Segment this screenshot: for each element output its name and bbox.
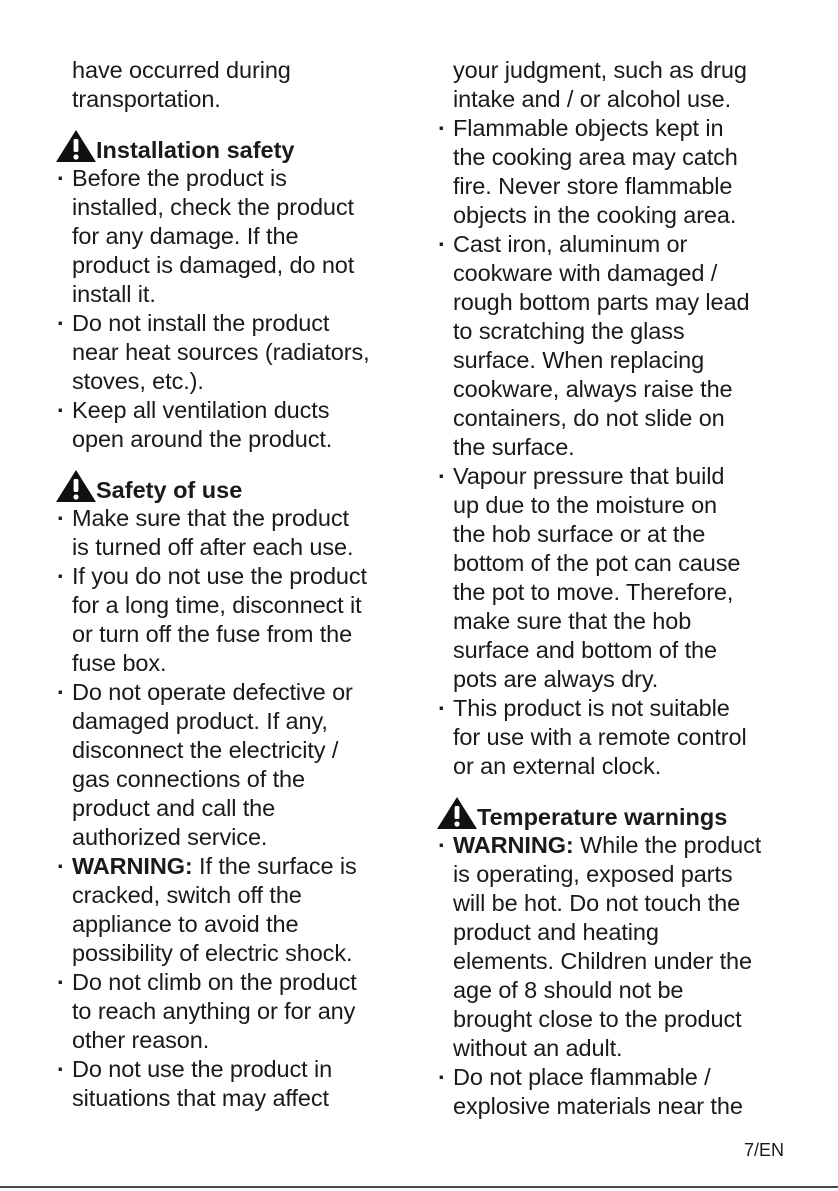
list-item: · Flammable objects kept in the cooking area may catch fire. Never store flammable objects in the cooking area.	[438, 115, 738, 228]
text-line: have occurred during	[72, 57, 291, 83]
right-column	[435, 56, 795, 1121]
list-item: · Do not install the product near heat sources (radiators, stoves, etc.).	[57, 310, 370, 394]
section-heading-safety-of-use	[54, 468, 414, 504]
section-heading-text: Temperature warnings	[477, 804, 728, 830]
continued-paragraph: your judgment, such as drug intake and / or alcohol use.	[453, 57, 747, 112]
bullet: ·	[438, 695, 446, 721]
list-item: · If you do not use the product for a long time, disconnect it or turn off the fuse from the fuse box.	[57, 563, 367, 676]
installation-safety-list	[54, 164, 414, 454]
list-item: · Keep all ventilation ducts open around the product.	[57, 397, 333, 452]
bullet: ·	[438, 115, 446, 141]
list-item: · Do not operate defective or damaged product. If any, disconnect the electricity / gas connections of the product and call the authorized service.	[57, 679, 353, 850]
list-item: · Do not place flammable / explosive materials near the	[438, 1064, 743, 1119]
warning-triangle-icon	[54, 468, 98, 504]
list-item: · Make sure that the product is turned off after each use.	[57, 505, 354, 560]
safety-of-use-list	[54, 504, 414, 1113]
bottom-rule	[0, 1186, 838, 1188]
bullet: ·	[57, 563, 65, 589]
list-item: · Cast iron, aluminum or cookware with damaged / rough bottom parts may lead to scratching the glass surface. When replacing cookware, always raise the containers, do not slide on the surface.	[438, 231, 750, 460]
section-heading-text: Installation safety	[96, 137, 295, 163]
bullet: ·	[57, 679, 65, 705]
list-item: · Do not use the product in situations that may affect	[57, 1056, 333, 1111]
text-line: transportation.	[72, 86, 221, 112]
bullet: ·	[57, 853, 65, 879]
list-item: · Before the product is installed, check the product for any damage. If the product is damaged, do not install it.	[57, 165, 355, 307]
bullet: ·	[438, 231, 446, 257]
list-item: · This product is not suitable for use with a remote control or an external clock.	[438, 695, 747, 779]
bullet: ·	[438, 832, 446, 858]
section-heading-text: Safety of use	[96, 477, 243, 503]
continued-safety-list	[435, 114, 795, 781]
warning-label: WARNING:	[72, 853, 193, 879]
list-item-warning: · WARNING: While the product is operating, exposed parts will be hot. Do not touch the product and heating elements. Children under the age of 8 should not be brought close to the product without an adult.	[438, 832, 762, 1061]
bullet: ·	[57, 310, 65, 336]
list-item: · Do not climb on the product to reach anything or for any other reason.	[57, 969, 357, 1053]
section-heading-temperature-warnings	[435, 795, 795, 831]
bullet: ·	[438, 463, 446, 489]
bullet: ·	[57, 1056, 65, 1082]
continued-paragraph	[54, 56, 414, 114]
warning-triangle-icon	[54, 128, 98, 164]
bullet: ·	[57, 505, 65, 531]
bullet: ·	[57, 165, 65, 191]
warning-triangle-icon	[435, 795, 479, 831]
bullet: ·	[438, 1064, 446, 1090]
bullet: ·	[57, 969, 65, 995]
temperature-warnings-list	[435, 831, 795, 1121]
list-item: · Vapour pressure that build up due to the moisture on the hob surface or at the bottom of the pot can cause the pot to move. Therefore, make sure that the hob surface and bottom of the pots are always dry.	[438, 463, 741, 692]
bullet: ·	[57, 397, 65, 423]
section-heading-installation-safety	[54, 128, 414, 164]
page-number: 7/EN	[743, 1140, 784, 1160]
left-column	[54, 56, 414, 1113]
list-item-warning: · WARNING: If the surface is cracked, switch off the appliance to avoid the possibility of electric shock.	[57, 853, 357, 966]
warning-label: WARNING:	[453, 832, 574, 858]
